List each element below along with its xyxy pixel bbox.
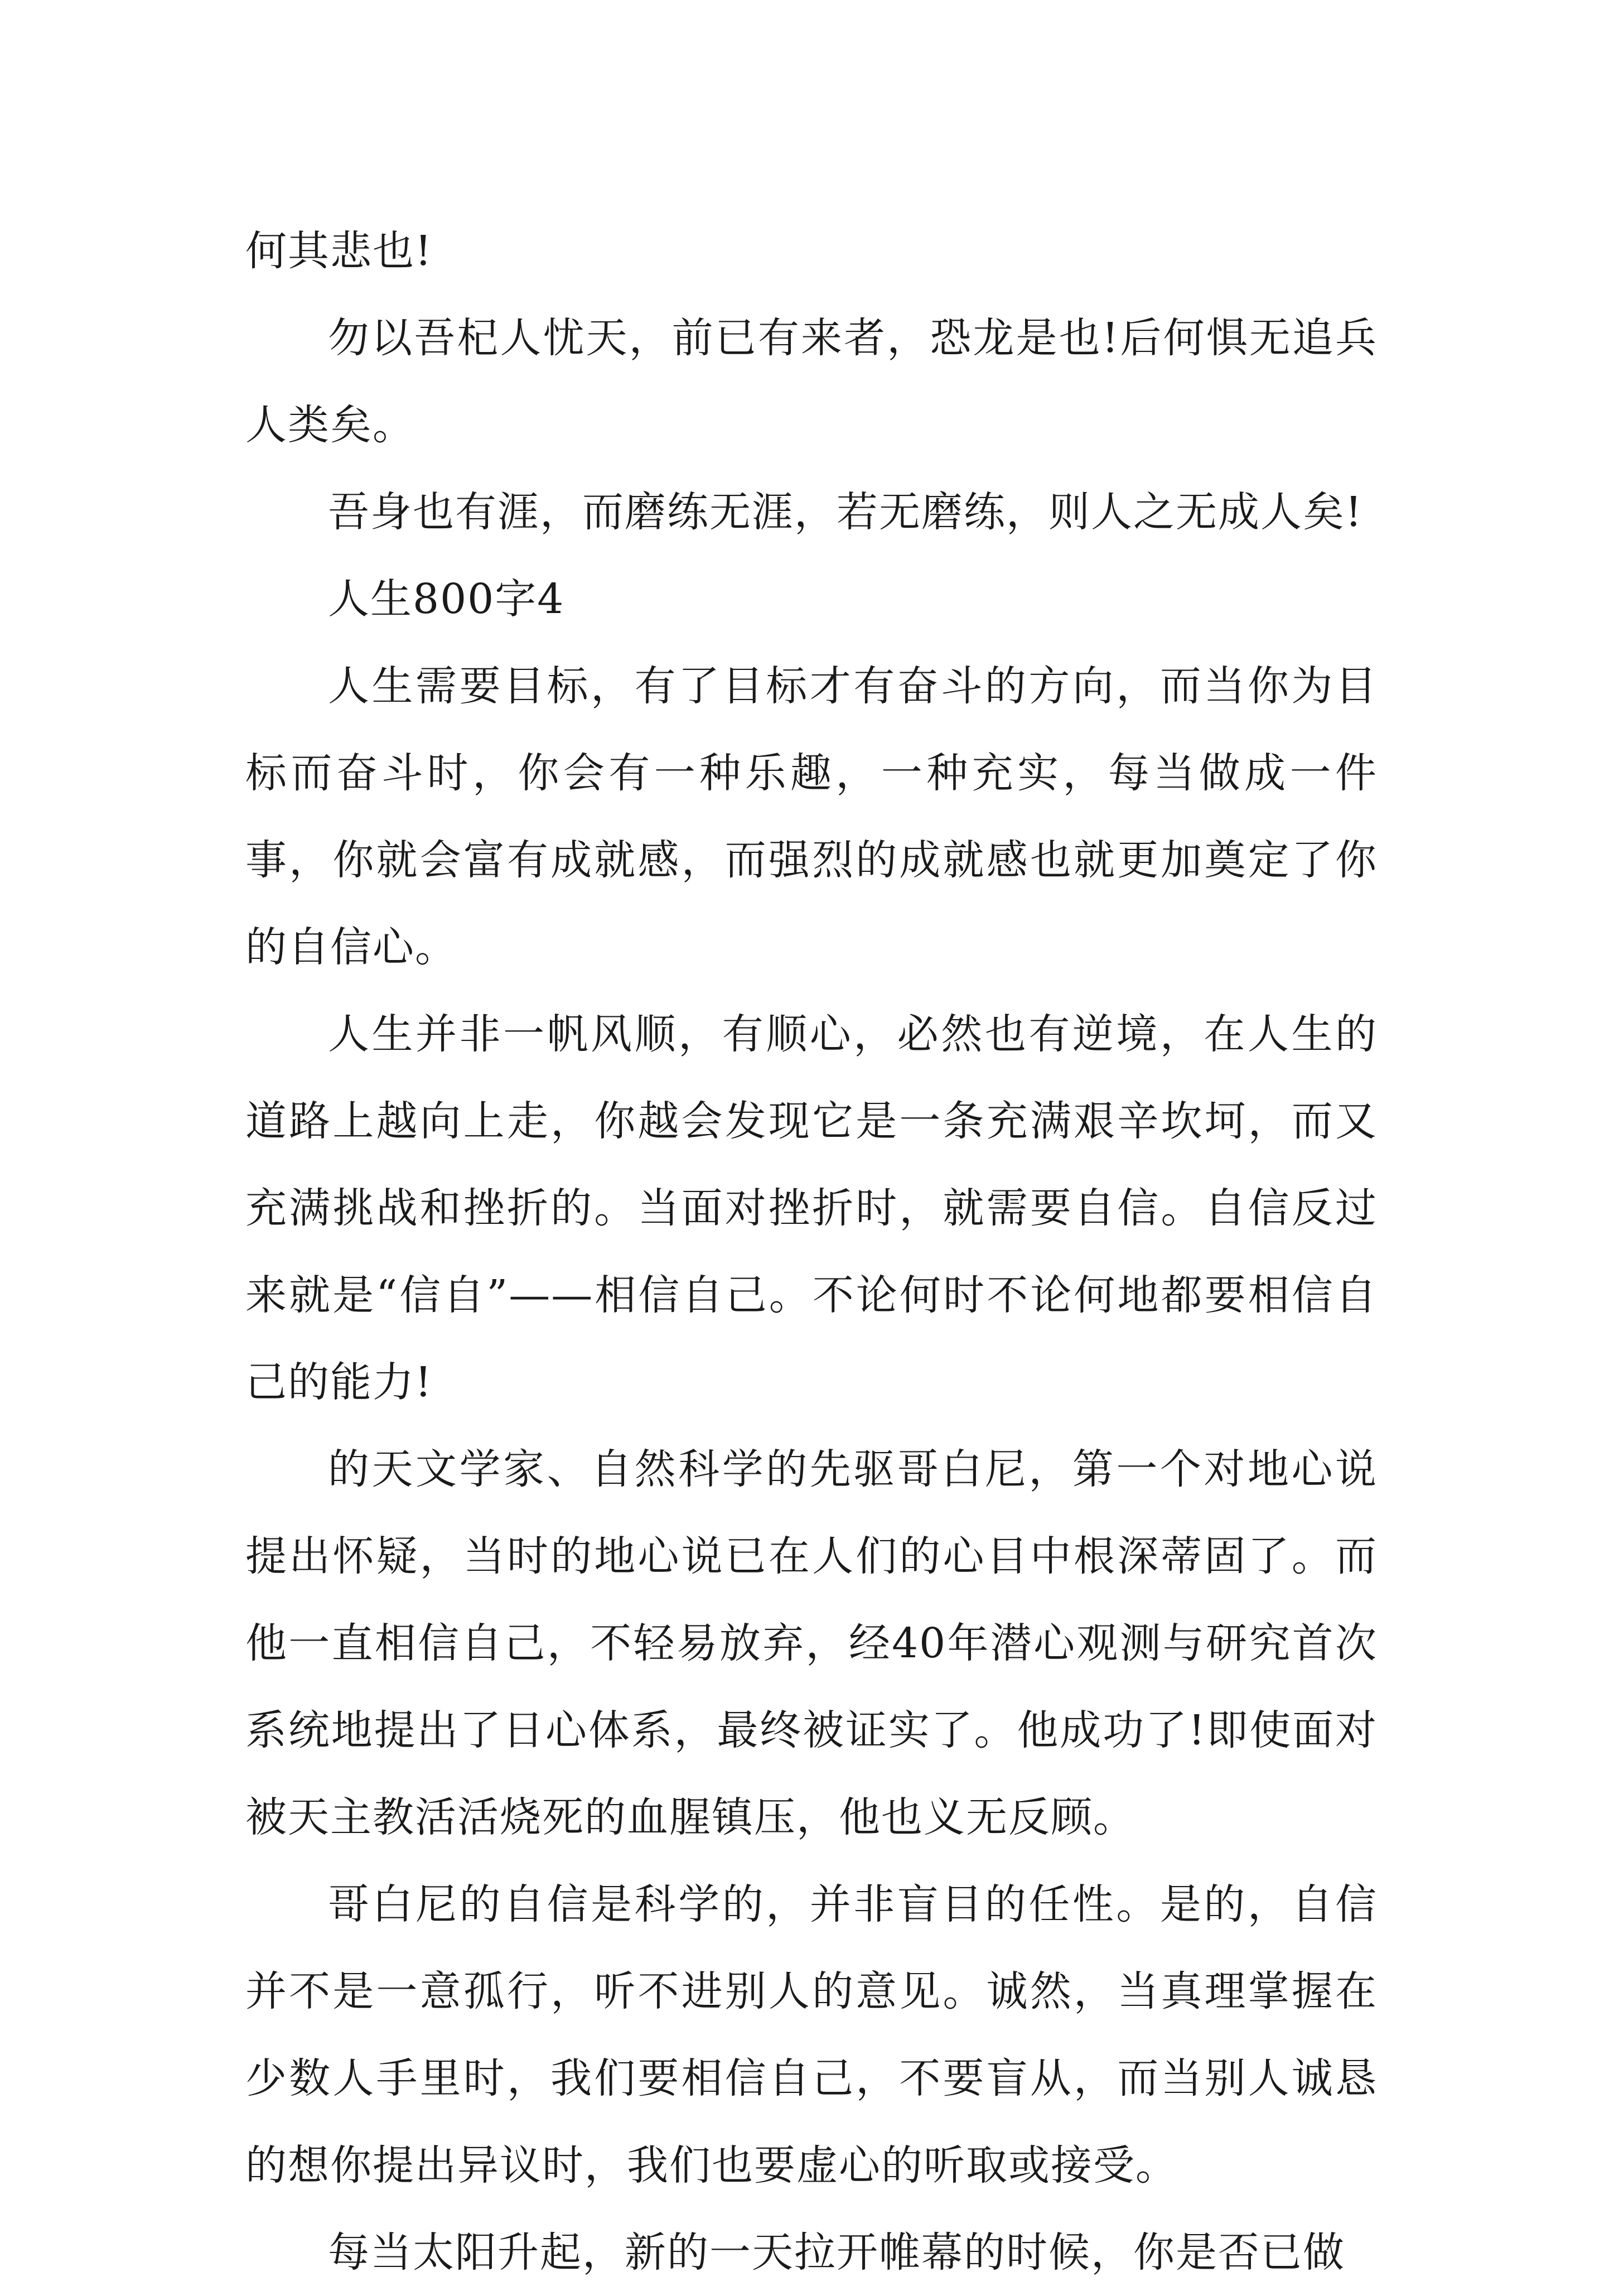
paragraph: 的天文学家、自然科学的先驱哥白尼，第一个对地心说提出怀疑，当时的地心说已在人们的心目中根深蒂固了。而他一直相信自己，不轻易放弃，经40年潜心观测与研究首次系统地提出了日心体系，最终被证实了。他成功了!即使面对被天主教活活烧死的血腥镇压，他也义无反顾。	[245, 1445, 1378, 1841]
paragraph: 每当太阳升起，新的一天拉开帷幕的时候，你是否已做	[328, 2229, 1345, 2276]
paragraph: 人生并非一帆风顺，有顺心，必然也有逆境，在人生的道路上越向上走，你越会发现它是一条充满艰辛坎坷，而又充满挑战和挫折的。当面对挫折时，就需要自信。自信反过来就是“信自”——相信自己。不论何时不论何地都要相信自己的能力!	[245, 1010, 1378, 1406]
paragraph: 吾身也有涯，而磨练无涯，若无磨练，则人之无成人矣!	[328, 488, 1363, 536]
paragraph: 人生需要目标，有了目标才有奋斗的方向，而当你为目标而奋斗时，你会有一种乐趣，一种充实，每当做成一件事，你就会富有成就感，而强烈的成就感也就更加奠定了你的自信心。	[245, 662, 1378, 971]
paragraph: 勿以吾杞人忧天，前已有来者，恐龙是也!后何惧无追兵人类矣。	[245, 314, 1378, 449]
paragraph: 哥白尼的自信是科学的，并非盲目的任性。是的，自信并不是一意孤行，听不进别人的意见。诚然，当真理掌握在少数人手里时，我们要相信自己，不要盲从，而当别人诚恳的想你提出异议时，我们也要虚心的听取或接受。	[245, 1880, 1378, 2189]
body-text	[245, 208, 1378, 2296]
section-heading: 人生800字4	[328, 575, 565, 623]
paragraph: 何其悲也!	[245, 227, 433, 275]
